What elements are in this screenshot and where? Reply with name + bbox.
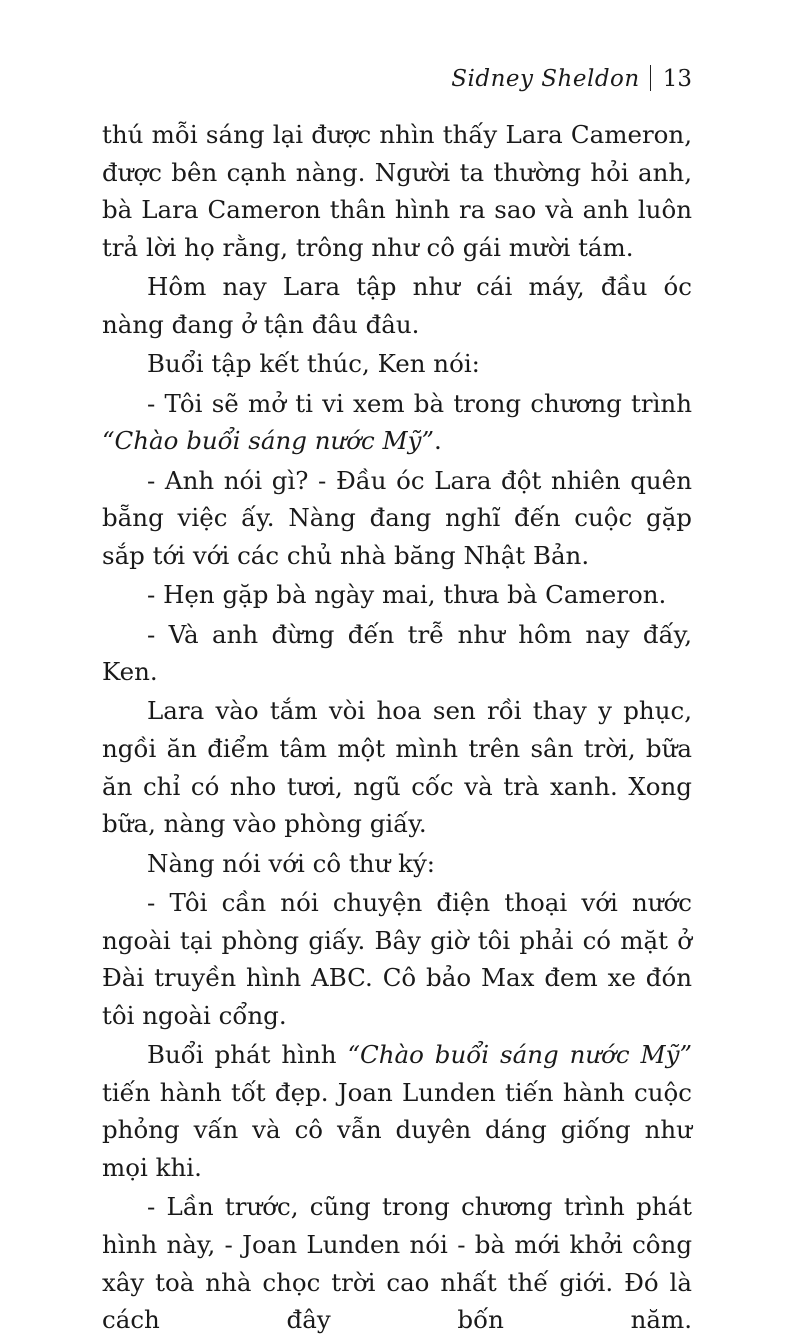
paragraph: Hôm nay Lara tập như cái máy, đầu óc nàng đang ở tận đâu đâu. <box>102 272 692 339</box>
paragraph-continued: thú mỗi sáng lại được nhìn thấy Lara Cameron, được bên cạnh nàng. Người ta thường hỏi anh, bà Lara Cameron thân hình ra sao và anh luôn trả lời họ rằng, trông như cô gái mười tám. <box>102 120 692 262</box>
paragraph-text: . <box>433 426 442 456</box>
paragraph: - Anh nói gì? - Đầu óc Lara đột nhiên quên bẵng việc ấy. Nàng đang nghĩ đến cuộc gặp sắp tới với các chủ nhà băng Nhật Bản. <box>102 465 692 570</box>
paragraph-text: Buổi phát hình <box>147 1040 348 1070</box>
page-number: 13 <box>662 66 692 92</box>
paragraph <box>102 1036 692 1186</box>
paragraph-text: tiến hành tốt đẹp. Joan Lunden tiến hành cuộc phỏng vấn và cô vẫn duyên dáng giống như mọi khi. <box>102 1077 692 1182</box>
header-divider <box>650 65 651 91</box>
paragraph: - Hẹn gặp bà ngày mai, thưa bà Cameron. <box>147 580 667 610</box>
author-name: Sidney Sheldon <box>451 66 640 92</box>
paragraph: - Và anh đừng đến trễ như hôm nay đấy, Ken. <box>102 619 692 687</box>
paragraph: Lara vào tắm vòi hoa sen rồi thay y phục, ngồi ăn điểm tâm một mình trên sân trời, bữa ăn chỉ có nho tươi, ngũ cốc và trà xanh. Xong bữa, nàng vào phòng giấy. <box>102 696 692 839</box>
paragraph-text: - Tôi sẽ mở ti vi xem bà trong chương trình <box>147 388 692 418</box>
paragraph: Nàng nói với cô thư ký: <box>147 848 436 878</box>
paragraph <box>102 385 692 460</box>
paragraph: - Lần trước, cũng trong chương trình phát hình này, - Joan Lunden nói - bà mới khởi công xây toà nhà chọc trời cao nhất thế giới. Đó là cách đây bốn năm. <box>102 1192 692 1335</box>
paragraph: Buổi tập kết thúc, Ken nói: <box>147 349 480 379</box>
running-header <box>451 64 692 94</box>
body-text <box>102 116 692 1341</box>
paragraph: - Tôi cần nói chuyện điện thoại với nước ngoài tại phòng giấy. Bây giờ tôi phải có mặt ở Đài truyền hình ABC. Cô bảo Max đem xe đón tôi ngoài cổng. <box>102 888 692 1030</box>
show-title: “Chào buổi sáng nước Mỹ” <box>102 426 434 456</box>
show-title: “Chào buổi sáng nước Mỹ” <box>347 1040 692 1070</box>
